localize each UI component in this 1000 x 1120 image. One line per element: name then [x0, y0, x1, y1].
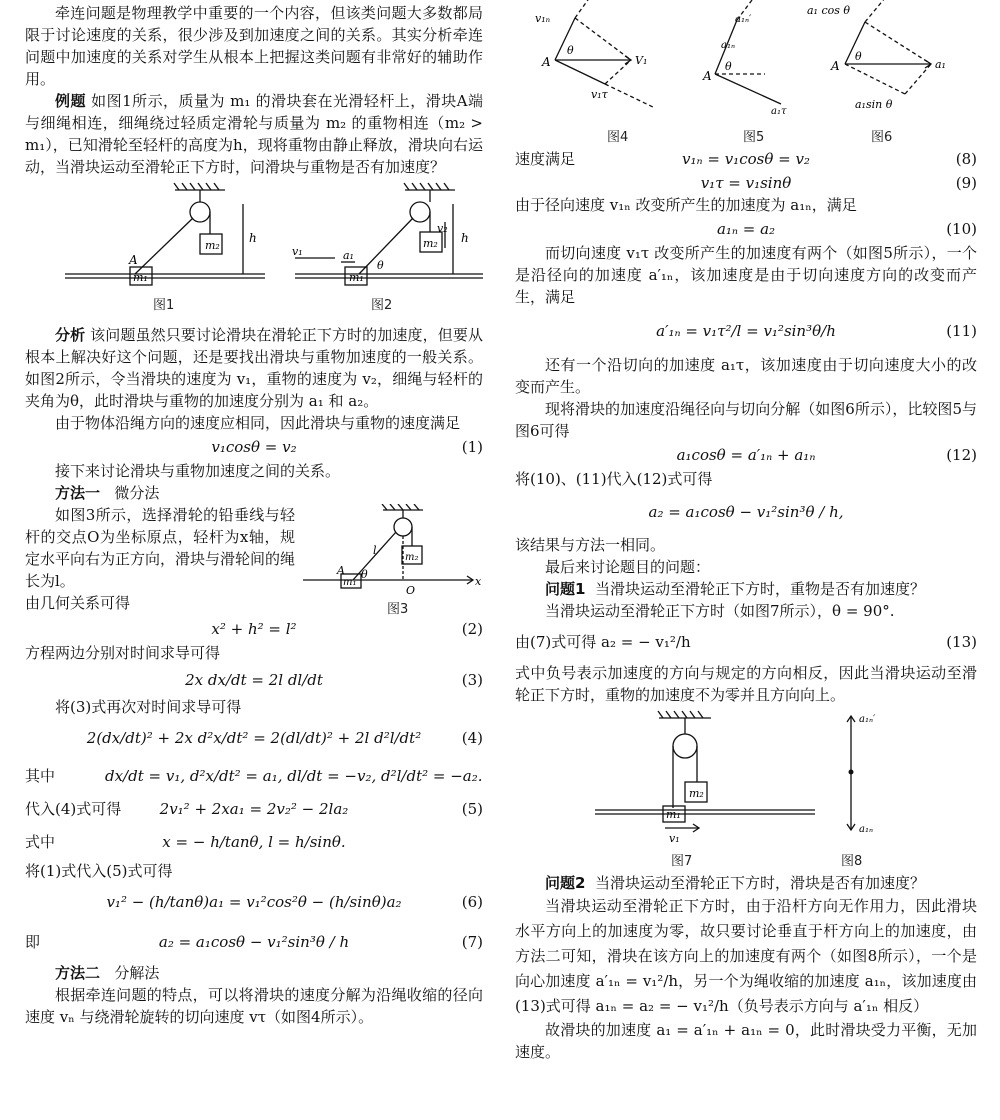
equation-2-body: x² + h² = l² — [211, 620, 297, 638]
equation-4-body: 2(dx/dt)² + 2x d²x/dt² = 2(dl/dt)² + 2l d²l/dt² — [86, 729, 422, 747]
fig4-v1-label: V₁ — [635, 54, 648, 67]
fig4-v1t-label: v₁τ — [591, 88, 608, 101]
equation-13-number: (13) — [946, 633, 977, 651]
equation-12-body: a₁cosθ = a′₁ₙ + a₁ₙ — [676, 446, 816, 464]
xl-line — [25, 824, 483, 860]
radial-paragraph: 由于径向速度 v₁ₙ 改变所产生的加速度为 a₁ₙ，满足 — [515, 196, 857, 214]
equation-4-number: (4) — [461, 729, 483, 747]
equation-2 — [25, 616, 483, 642]
right-column — [515, 0, 977, 1063]
method1-name: 微分法 — [114, 484, 160, 502]
fig1-a-label: A — [129, 253, 138, 267]
equation-5-number: (5) — [461, 800, 483, 818]
speed-label: 速度满足 — [515, 150, 576, 168]
example-text: 如图1所示，质量为 m₁ 的滑块套在光滑轻杆上，滑块A端与细绳相连，细绳绕过轻质定滑轮与质量为 m₂ 的重物相连（m₂ > m₁），已知滑轮至轻杆的高度为h，现将重物由静止释放，滑块向右运动，当滑块运动至滑轮正下方时，问滑块与重物是否有加速度？ — [25, 92, 483, 176]
final-paragraph: 最后来讨论题目的问题： — [545, 558, 711, 576]
equation-12-number: (12) — [946, 446, 977, 464]
figures-1-2 — [25, 178, 483, 318]
equation-13-body: 由(7)式可得 a₂ = − v₁²/h — [515, 633, 691, 651]
method2-heading — [25, 962, 483, 984]
deriv-paragraph: 方程两边分别对时间求导可得 — [25, 644, 221, 662]
equation-8-body: v₁ₙ = v₁cosθ = v₂ — [682, 150, 810, 168]
equation-13 — [515, 622, 977, 662]
equation-8 — [515, 146, 977, 172]
fig7-m2-label: m₂ — [689, 787, 704, 800]
intro-paragraph: 牵连问题是物理教学中重要的一个内容，但该类问题大多数都局限于讨论速度的关系，很少涉及到加速度之间的关系。其实分析牵连问题中加速度的关系对学生从根本上把握这类问题有非常好的辅助作用。 — [25, 4, 483, 88]
fig6-theta-label: θ — [855, 50, 862, 63]
fig5-a1n-label: a₁ₙ — [721, 40, 736, 51]
equation-9-body: v₁τ = v₁sinθ — [700, 174, 792, 192]
analysis-label: 分析 — [55, 326, 86, 344]
equation-10-number: (10) — [946, 220, 977, 238]
question2-paragraph: 当滑块运动至滑轮正下方时，由于沿杆方向无作用力，因此滑块水平方向上的加速度为零，故只要讨论垂直于杆方向上的加速度，由方法二可知，滑块在该方向上的加速度有两个（如图8所示），一个是向心加速度 a′₁ₙ = v₁²/h，另一个为绳收缩的加速度 a₁ₙ，该加速度由(13)式可得 a₁ₙ = a₂ = − v₁²/h（负号表示方向与 a′₁ₙ 相反） — [515, 897, 977, 1015]
equation-10 — [515, 216, 977, 242]
fig5-caption: 图5 — [743, 130, 765, 145]
fig1-h-label: h — [249, 231, 257, 245]
question2-conclusion: 故滑块的加速度 a₁ = a′₁ₙ + a₁ₙ = 0，此时滑块受力平衡，无加速度。 — [515, 1021, 977, 1061]
equation-result-body: a₂ = a₁cosθ − v₁²sin³θ / h, — [648, 503, 844, 521]
analysis-text: 该问题虽然只要讨论滑块在滑轮正下方时的加速度，但要从根本上解决好这个问题，还是要找出滑块与重物加速度的一般关系。如图2所示，令当滑块的速度为 v₁，重物的速度为 v₂，细绳与轻杆的夹角为θ，此时滑块与重物的加速度分别为 a₁ 和 a₂。 — [25, 326, 483, 410]
fig2-h-label: h — [461, 231, 469, 245]
fig8-a1n-label: a₁ₙ — [859, 824, 874, 835]
decomp-paragraph: 现将滑块的加速度沿绳径向与切向分解（如图6所示），比较图5与图6可得 — [515, 400, 977, 440]
analysis-paragraph — [25, 324, 483, 412]
fig2-m2-label: m₂ — [423, 237, 438, 250]
method2-label: 方法二 — [55, 964, 101, 982]
equation-11-body: a′₁ₙ = v₁τ²/l = v₁²sin³θ/h — [656, 322, 836, 340]
sub-paragraph: 将(10)、(11)代入(12)式可得 — [515, 470, 713, 488]
figures-4-6-diagram — [515, 0, 977, 126]
question2-text: 当滑块运动至滑轮正下方时，滑块是否有加速度？ — [594, 874, 925, 892]
tangent2-paragraph: 还有一个沿切向的加速度 a₁τ，该加速度由于切向速度大小的改变而产生。 — [515, 356, 977, 396]
equation-2-number: (2) — [461, 620, 483, 638]
equation-9-number: (9) — [955, 174, 977, 192]
deriv2-paragraph: 将(3)式再次对时间求导可得 — [55, 698, 242, 716]
left-column — [25, 0, 483, 1028]
equation-12 — [515, 442, 977, 468]
equation-1 — [25, 434, 483, 460]
fig4-caption: 图4 — [607, 130, 629, 145]
equation-9 — [515, 172, 977, 194]
fig1-m1-label: m₁ — [133, 271, 148, 284]
where-label: 其中 — [25, 767, 56, 785]
figures-4-6 — [515, 0, 977, 146]
question1-label: 问题1 — [545, 580, 586, 598]
fig2-m1-label: m₁ — [349, 271, 364, 284]
method2-paragraph: 根据牵连问题的特点，可以将滑块的速度分解为沿绳收缩的径向速度 vₙ 与绕滑轮旋转的切向速度 vτ（如图4所示）。 — [25, 986, 483, 1026]
figure-1-diagram — [25, 178, 483, 296]
equation-7-number: (7) — [461, 933, 483, 951]
question1-heading — [515, 578, 977, 600]
fig5-theta-label: θ — [725, 60, 732, 73]
fig2-v1-label: v₁ — [292, 245, 303, 258]
question2-label: 问题2 — [545, 874, 586, 892]
fig5-a1t-label: a₁τ — [771, 106, 787, 117]
equation-5-body: 2v₁² + 2xa₁ = 2v₂² − 2la₂ — [159, 800, 349, 818]
equation-7-body: a₂ = a₁cosθ − v₁²sin³θ / h — [158, 933, 350, 951]
equation-1-number: (1) — [461, 438, 483, 456]
fig3-x-label: x — [475, 575, 482, 588]
fig3-m1-label: m₁ — [343, 577, 357, 588]
fig7-caption: 图7 — [671, 854, 693, 869]
fig3-caption: 图3 — [387, 602, 409, 617]
fig2-v2-label: v₂ — [437, 222, 448, 235]
method1-label: 方法一 — [55, 484, 101, 502]
where-line — [25, 758, 483, 794]
equation-1-body: v₁cosθ = v₂ — [211, 438, 297, 456]
sub4-label: 代入(4)式可得 — [25, 800, 122, 818]
geom-paragraph: 由几何关系可得 — [25, 594, 131, 612]
fig7-m1-label: m₁ — [666, 808, 681, 821]
method1-block — [25, 504, 483, 616]
fig8-caption: 图8 — [841, 854, 863, 869]
equation-4 — [25, 718, 483, 758]
fig3-o-label: O — [406, 584, 416, 597]
fig5-a-label: A — [703, 69, 712, 83]
equation-result — [515, 490, 977, 534]
equation-11 — [515, 308, 977, 354]
fig3-m2-label: m₂ — [405, 552, 419, 563]
sub1-paragraph: 将(1)式代入(5)式可得 — [25, 862, 173, 880]
ji-label: 即 — [25, 933, 41, 951]
equation-11-number: (11) — [946, 322, 977, 340]
equation-3-number: (3) — [461, 671, 483, 689]
method2-name: 分解法 — [114, 964, 160, 982]
fig6-a-label: A — [831, 59, 840, 73]
xl-equation: x = − h/tanθ, l = h/sinθ. — [162, 833, 346, 851]
equation-6-number: (6) — [461, 893, 483, 911]
shizhong-label: 式中 — [25, 833, 56, 851]
fig5-a1n-prime-label: a₁ₙ′ — [735, 14, 752, 25]
fig4-a-label: A — [542, 55, 551, 69]
question1-conclusion: 式中负号表示加速度的方向与规定的方向相反，因此当滑块运动至滑轮正下方时，重物的加速度不为零并且方向向上。 — [515, 664, 977, 704]
fig7-v1-label: v₁ — [669, 832, 680, 845]
rope-paragraph: 由于物体沿绳方向的速度应相同，因此滑块与重物的速度满足 — [55, 414, 461, 432]
fig2-caption: 图2 — [371, 298, 393, 313]
question1-text: 当滑块运动至滑轮正下方时，重物是否有加速度？ — [594, 580, 925, 598]
next-paragraph: 接下来讨论滑块与重物加速度之间的关系。 — [55, 462, 341, 480]
fig6-caption: 图6 — [871, 130, 893, 145]
fig6-a1cos-label: a₁ cos θ — [807, 4, 851, 17]
fig2-theta-label: θ — [377, 259, 384, 272]
equation-7 — [25, 922, 483, 962]
fig8-a1n-prime-label: a₁ₙ′ — [859, 714, 876, 725]
method1-heading — [25, 482, 483, 504]
equation-10-body: a₁ₙ = a₂ — [716, 220, 776, 238]
equation-6-body: v₁² − (h/tanθ)a₁ = v₁²cos²θ − (h/sinθ)a₂ — [106, 893, 402, 911]
fig6-a1sin-label: a₁sin θ — [855, 98, 893, 111]
question1-condition: 当滑块运动至滑轮正下方时（如图7所示），θ = 90°. — [545, 602, 895, 620]
figures-7-8 — [515, 706, 977, 872]
equation-3 — [25, 664, 483, 696]
fig1-m2-label: m₂ — [205, 239, 220, 252]
example-label: 例题 — [55, 92, 86, 110]
fig3-l-label: l — [373, 544, 377, 557]
figures-7-8-diagram — [515, 710, 977, 858]
figure-3-diagram — [303, 504, 483, 600]
tangent-paragraph: 而切向速度 v₁τ 改变所产生的加速度有两个（如图5所示），一个是沿径向的加速度 a′₁ₙ，该加速度是由于切向速度方向的改变而产生，满足 — [515, 244, 977, 306]
fig2-a1-label: a₁ — [343, 249, 354, 262]
fig4-theta-label: θ — [567, 44, 574, 57]
fig3-a-label: A — [337, 564, 345, 577]
where-equation: dx/dt = v₁, d²x/dt² = a₁, dl/dt = −v₂, d²l/dt² = −a₂. — [105, 767, 483, 785]
example-paragraph — [25, 90, 483, 178]
method1-paragraph: 如图3所示，选择滑轮的铅垂线与轻杆的交点O为坐标原点，轻杆为x轴，规定水平向右为正方向，滑块与滑轮间的绳长为l。 — [25, 506, 296, 590]
fig4-v1n-label: v₁ₙ — [535, 12, 551, 25]
fig3-theta-label: θ — [361, 568, 368, 581]
equation-6 — [25, 882, 483, 922]
fig6-a1-label: a₁ — [935, 58, 946, 71]
equation-3-body: 2x dx/dt = 2l dl/dt — [185, 671, 323, 689]
question2-heading — [515, 872, 977, 894]
same-paragraph: 该结果与方法一相同。 — [515, 536, 666, 554]
fig1-caption: 图1 — [153, 298, 175, 313]
equation-5 — [25, 794, 483, 824]
equation-8-number: (8) — [955, 150, 977, 168]
